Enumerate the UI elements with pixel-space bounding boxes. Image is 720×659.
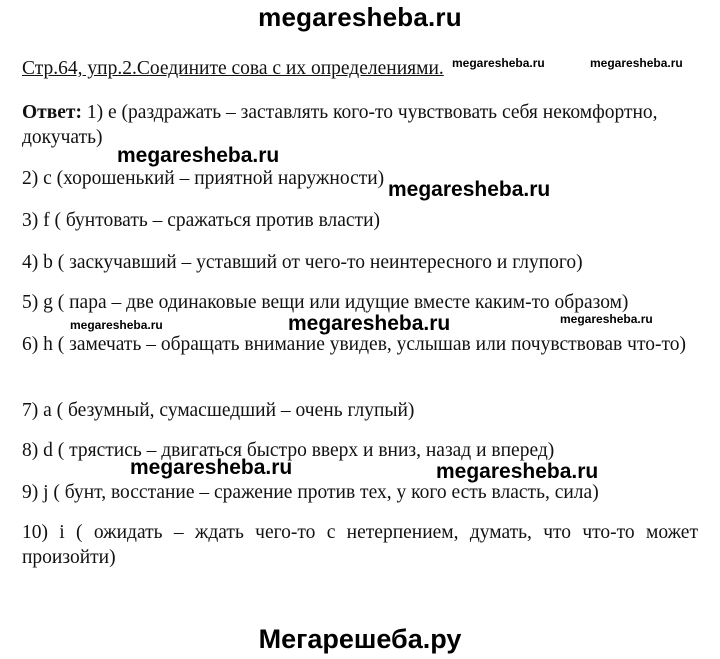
watermark: megaresheba.ru: [70, 318, 163, 332]
answer-label: Ответ:: [22, 102, 83, 123]
watermark: megaresheba.ru: [452, 56, 545, 70]
answer-item-6: 6) h ( замечать – обращать внимание увидев, услышав или почувствовав что-то): [22, 334, 686, 355]
site-footer: Мегарешеба.ру: [258, 624, 462, 654]
answer-item-text: 1) e (раздражать – заставлять кого-то чувствовать себя некомфортно, докучать): [22, 102, 658, 148]
answer-item-5: 5) g ( пара – две одинаковые вещи или идущие вместе каким-то образом): [22, 292, 629, 313]
answer-item-2: 2) c (хорошенький – приятной наружности): [22, 168, 385, 189]
watermark: megaresheba.ru: [388, 178, 551, 201]
task-title: Стр.64, упр.2.Соедините сова с их определениями.: [22, 58, 444, 79]
watermark: megaresheba.ru: [436, 460, 599, 483]
site-header: megaresheba.ru: [258, 2, 462, 32]
watermark: megaresheba.ru: [288, 312, 451, 335]
watermark: megaresheba.ru: [117, 144, 280, 167]
answer-item-3: 3) f ( бунтовать – сражаться против власти): [22, 210, 381, 231]
answer-item-10: 10) i ( ожидать – ждать чего-то с нетерпением, думать, что что-то может произойти): [22, 522, 698, 568]
answer-item-1: [22, 100, 698, 150]
answer-item-9: 9) j ( бунт, восстание – сражение против тех, у кого есть власть, сила): [22, 482, 599, 503]
answer-item-4: 4) b ( заскучавший – уставший от чего-то неинтересного и глупого): [22, 252, 583, 273]
watermark: megaresheba.ru: [130, 456, 293, 479]
answer-item-7: 7) a ( безумный, сумасшедший – очень глупый): [22, 400, 415, 421]
watermark: megaresheba.ru: [590, 56, 683, 70]
watermark: megaresheba.ru: [560, 312, 653, 326]
answer-item-8: 8) d ( трястись – двигаться быстро вверх и вниз, назад и вперед): [22, 440, 555, 461]
